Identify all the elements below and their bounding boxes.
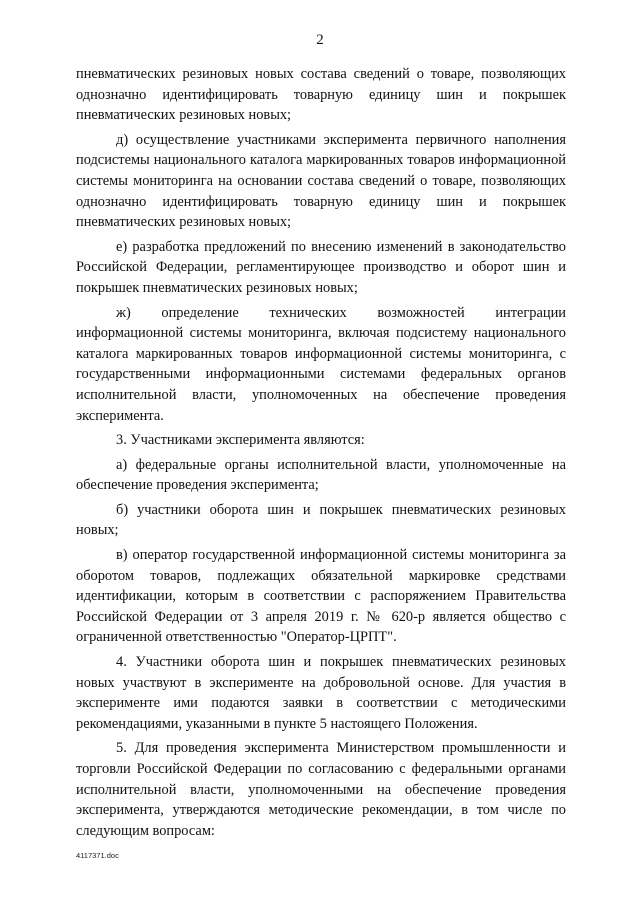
paragraph-section-3: 3. Участниками эксперимента являются:: [116, 432, 365, 449]
paragraph-continuation: пневматических резиновых новых состава сведений о товаре, позволяющих однозначно идентифицировать товарную единицу шин и покрышек пневматических резиновых новых;: [76, 66, 566, 124]
page-number: 2: [316, 32, 324, 48]
paragraph-item-d: д) осуществление участниками эксперимента первичного наполнения подсистемы национального каталога маркированных товаров информационной системы мониторинга на основании состава сведений о товаре, позволяющих однозначно идентифицировать товарную единицу шин и покрышек пневматических резиновых новых;: [76, 131, 566, 231]
paragraph-section-4: 4. Участники оборота шин и покрышек пневматических резиновых новых участвуют в эксперименте на добровольной основе. Для участия в эксперименте ими подаются заявки в соответствии с методическими рекомендациями, указанными в пункте 5 настоящего Положения.: [76, 654, 566, 732]
paragraph-item-a: а) федеральные органы исполнительной власти, уполномоченные на обеспечение проведения эксперимента;: [76, 456, 566, 494]
paragraph-item-b: б) участники оборота шин и покрышек пневматических резиновых новых;: [76, 501, 566, 539]
paragraph-item-e: е) разработка предложений по внесению изменений в законодательство Российской Федерации, регламентирующее производство и оборот шин и покрышек пневматических резиновых новых;: [76, 238, 566, 296]
document-body: [76, 64, 566, 845]
paragraph-item-v: в) оператор государственной информационной системы мониторинга за оборотом товаров, подлежащих обязательной маркировке средствами идентификации, которым в соответствии с распоряжением Правительства Российской Федерации от 3 апреля 2019 г. № 620-р является общество с ограниченной ответственностью "Оператор-ЦРПТ".: [76, 547, 566, 646]
paragraph-item-zh: ж) определение технических возможностей интеграции информационной системы мониторинга, включая подсистему национального каталога маркированных товаров информационной системы мониторинга, с государственными информационными системами федеральных органов исполнительной власти, уполномоченных на обеспечение проведения эксперимента.: [76, 304, 566, 424]
footer-document-code: 4117371.doc: [76, 851, 119, 860]
paragraph-section-5: 5. Для проведения эксперимента Министерством промышленности и торговли Российской Федерации по согласованию с федеральными органами исполнительной власти, уполномоченными на обеспечение проведения эксперимента, утверждаются методические рекомендации, в том числе по следующим вопросам:: [76, 740, 566, 839]
